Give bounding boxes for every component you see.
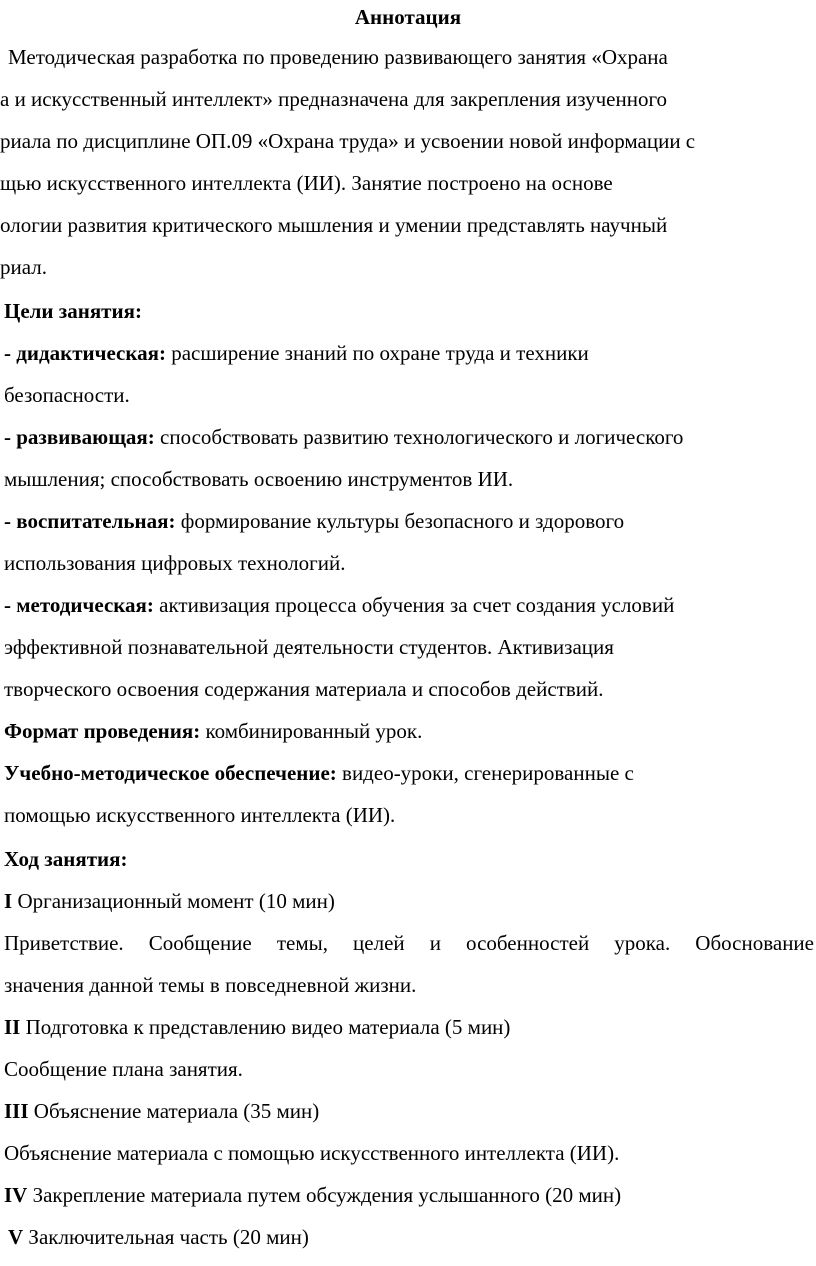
goal-educational-label: - воспитательная: — [4, 509, 176, 533]
stage-2-description: Сообщение плана занятия. — [4, 1057, 243, 1081]
goal-developing-label: - развивающая: — [4, 425, 155, 449]
methodical-support-cont: помощью искусственного интеллекта (ИИ). — [4, 803, 396, 827]
goals-heading: Цели занятия: — [4, 299, 142, 323]
lesson-format-label: Формат проведения: — [4, 719, 201, 743]
lesson-format-text: комбинированный урок. — [200, 719, 423, 743]
goal-educational — [4, 508, 624, 534]
methodical-support — [4, 760, 634, 786]
goal-didactic-cont: безопасности. — [4, 383, 130, 407]
stage-4-number: IV — [4, 1183, 28, 1207]
goal-developing-cont: мышления; способствовать освоению инструментов ИИ. — [4, 467, 514, 491]
methodical-support-label: Учебно-методическое обеспечение: — [4, 761, 337, 785]
stage-4 — [4, 1182, 621, 1208]
stage-1-text: Организационный момент (10 мин) — [12, 889, 335, 913]
stage-2-number: II — [4, 1015, 21, 1039]
stage-1-description: Приветствие. Сообщение темы, целей и особенностей урока. Обоснование — [4, 931, 814, 955]
stage-5-number: V — [8, 1225, 24, 1249]
intro-line-4: щью искусственного интеллекта (ИИ). Занятие построено на основе — [0, 171, 613, 195]
stage-3-number: III — [4, 1099, 29, 1123]
stage-3-description: Объяснение материала с помощью искусственного интеллекта (ИИ). — [4, 1141, 620, 1165]
stage-5-text: Заключительная часть (20 мин) — [23, 1225, 309, 1249]
stage-3 — [4, 1098, 319, 1124]
goal-developing-text: способствовать развитию технологического и логического — [154, 425, 684, 449]
intro-line-6: риал. — [0, 255, 47, 279]
intro-line-2: а и искусственный интеллект» предназначена для закрепления изученного — [0, 87, 668, 111]
goal-methodical — [4, 592, 674, 618]
goal-developing — [4, 424, 683, 450]
lesson-format — [4, 718, 422, 744]
stage-2 — [4, 1014, 510, 1040]
page-title: Аннотация — [354, 5, 462, 29]
methodical-support-text: видео-уроки, сгенерированные с — [336, 761, 634, 785]
stage-1-number: I — [4, 889, 13, 913]
goal-didactic-label: - дидактическая: — [4, 341, 166, 365]
lesson-progress-heading: Ход занятия: — [4, 847, 128, 871]
stage-1-description-cont: значения данной темы в повседневной жизни. — [4, 973, 417, 997]
goal-educational-cont: использования цифровых технологий. — [4, 551, 346, 575]
stage-2-text: Подготовка к представлению видео материала (5 мин) — [20, 1015, 511, 1039]
goal-methodical-label: - методическая: — [4, 593, 154, 617]
intro-line-5: ологии развития критического мышления и умении представлять научный — [0, 213, 668, 237]
stage-5 — [8, 1224, 309, 1250]
intro-line-3: риала по дисциплине ОП.09 «Охрана труда» и усвоении новой информации с — [0, 129, 696, 153]
stage-1 — [4, 888, 335, 914]
stage-4-text: Закрепление материала путем обсуждения услышанного (20 мин) — [27, 1183, 622, 1207]
goal-didactic — [4, 340, 589, 366]
stage-3-text: Объяснение материала (35 мин) — [28, 1099, 320, 1123]
goal-methodical-cont: эффективной познавательной деятельности студентов. Активизация — [4, 635, 614, 659]
goal-educational-text: формирование культуры безопасного и здорового — [175, 509, 625, 533]
intro-line-1: Методическая разработка по проведению развивающего занятия «Охрана — [8, 45, 668, 69]
goal-didactic-text: расширение знаний по охране труда и техники — [165, 341, 589, 365]
goal-methodical-cont-2: творческого освоения содержания материала и способов действий. — [4, 677, 604, 701]
goal-methodical-text: активизация процесса обучения за счет создания условий — [153, 593, 675, 617]
